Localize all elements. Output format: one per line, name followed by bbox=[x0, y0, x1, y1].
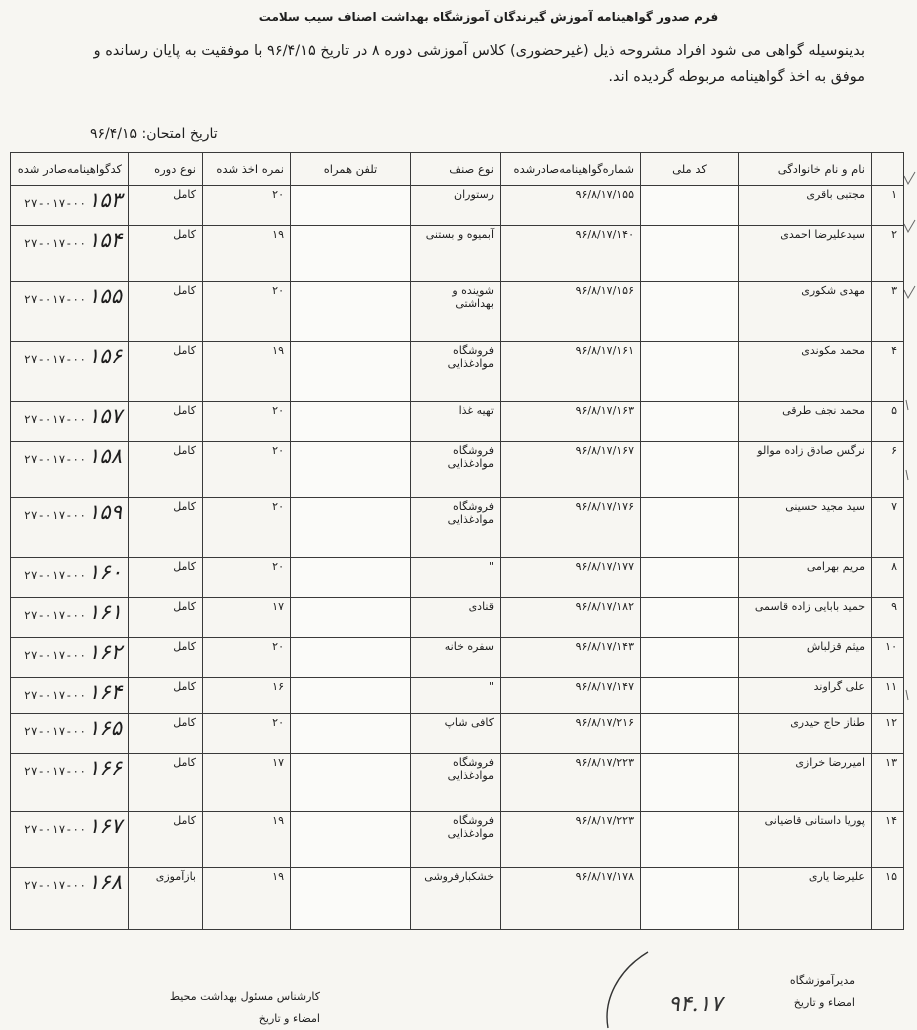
national-id-cell bbox=[641, 812, 739, 868]
national-id-cell bbox=[641, 226, 739, 282]
person-name: پوریا داستانی قاضیانی bbox=[739, 812, 872, 868]
cert-code-handwritten: ۱۵۴ bbox=[88, 228, 122, 252]
person-name: مریم بهرامی bbox=[739, 558, 872, 598]
mobile-cell bbox=[291, 714, 411, 754]
cert-code-handwritten: ۱۵۹ bbox=[88, 500, 122, 524]
mobile-cell bbox=[291, 598, 411, 638]
guild-type: " bbox=[411, 558, 501, 598]
cert-number: ۹۶/۸/۱۷/۱۶۷ bbox=[501, 442, 641, 498]
cert-number: ۹۶/۸/۱۷/۱۷۶ bbox=[501, 498, 641, 558]
guild-type: فروشگاه موادغذایی bbox=[411, 442, 501, 498]
guild-type: فروشگاه موادغذایی bbox=[411, 812, 501, 868]
national-id-cell bbox=[641, 442, 739, 498]
course-type: کامل bbox=[129, 282, 203, 342]
cert-code bbox=[11, 558, 129, 598]
person-name: میثم قزلباش bbox=[739, 638, 872, 678]
cert-code bbox=[11, 714, 129, 754]
table-row bbox=[11, 498, 904, 558]
cert-code-handwritten: ۱۵۳ bbox=[88, 188, 122, 212]
cert-code-handwritten: ۱۵۸ bbox=[88, 444, 122, 468]
guild-type: کافی شاپ bbox=[411, 714, 501, 754]
national-id-cell bbox=[641, 678, 739, 714]
score-value: ۲۰ bbox=[203, 442, 291, 498]
cert-number: ۹۶/۸/۱۷/۲۲۳ bbox=[501, 754, 641, 812]
table-row bbox=[11, 868, 904, 930]
guild-type: فروشگاه موادغذایی bbox=[411, 498, 501, 558]
score-value: ۲۰ bbox=[203, 558, 291, 598]
guild-type: سفره خانه bbox=[411, 638, 501, 678]
course-type: کامل bbox=[129, 342, 203, 402]
mobile-cell bbox=[291, 498, 411, 558]
table-row bbox=[11, 678, 904, 714]
cert-code-prefix: ۲۷-۰۱۷-۰۰ bbox=[23, 292, 87, 306]
cert-code-prefix: ۲۷-۰۱۷-۰۰ bbox=[23, 236, 87, 250]
row-number: ۳ bbox=[872, 282, 904, 342]
cert-number: ۹۶/۸/۱۷/۱۴۳ bbox=[501, 638, 641, 678]
row-number: ۱۲ bbox=[872, 714, 904, 754]
table-row bbox=[11, 638, 904, 678]
course-type: کامل bbox=[129, 598, 203, 638]
cert-number: ۹۶/۸/۱۷/۲۱۶ bbox=[501, 714, 641, 754]
health-officer-signature bbox=[140, 986, 320, 1030]
person-name: سیدعلیرضا احمدی bbox=[739, 226, 872, 282]
person-name: طناز حاج حیدری bbox=[739, 714, 872, 754]
row-number: ۵ bbox=[872, 402, 904, 442]
row-number: ۱۱ bbox=[872, 678, 904, 714]
mobile-cell bbox=[291, 638, 411, 678]
form-title: فرم صدور گواهینامه آموزش گیرندگان آموزشگاه بهداشت اصناف سیب سلامت bbox=[258, 10, 719, 24]
header-name: نام و نام خانوادگی bbox=[739, 153, 872, 186]
cert-code-prefix: ۲۷-۰۱۷-۰۰ bbox=[23, 508, 87, 522]
mobile-cell bbox=[291, 226, 411, 282]
course-type: کامل bbox=[129, 442, 203, 498]
cert-number: ۹۶/۸/۱۷/۱۷۷ bbox=[501, 558, 641, 598]
row-number: ۱۳ bbox=[872, 754, 904, 812]
guild-type: قنادی bbox=[411, 598, 501, 638]
score-value: ۱۷ bbox=[203, 598, 291, 638]
person-name: سید مجید حسینی bbox=[739, 498, 872, 558]
guild-type: آبمیوه و بستنی bbox=[411, 226, 501, 282]
guild-type: " bbox=[411, 678, 501, 714]
cert-code-prefix: ۲۷-۰۱۷-۰۰ bbox=[23, 352, 87, 366]
national-id-cell bbox=[641, 342, 739, 402]
row-number: ۶ bbox=[872, 442, 904, 498]
cert-code-handwritten: ۱۶۵ bbox=[88, 716, 122, 740]
header-national-id: کد ملی bbox=[641, 153, 739, 186]
table-row bbox=[11, 442, 904, 498]
row-number: ۱ bbox=[872, 186, 904, 226]
course-type: کامل bbox=[129, 558, 203, 598]
mobile-cell bbox=[291, 342, 411, 402]
cert-code bbox=[11, 638, 129, 678]
table-row bbox=[11, 598, 904, 638]
person-name: مهدی شکوری bbox=[739, 282, 872, 342]
person-name: حمید بابایی زاده قاسمی bbox=[739, 598, 872, 638]
row-number: ۴ bbox=[872, 342, 904, 402]
person-name: محمد مکوندی bbox=[739, 342, 872, 402]
row-number: ۹ bbox=[872, 598, 904, 638]
table-row bbox=[11, 402, 904, 442]
cert-code-handwritten: ۱۶۶ bbox=[88, 756, 122, 780]
national-id-cell bbox=[641, 598, 739, 638]
score-value: ۱۹ bbox=[203, 868, 291, 930]
cert-code-prefix: ۲۷-۰۱۷-۰۰ bbox=[23, 724, 87, 738]
cert-code-handwritten: ۱۵۶ bbox=[88, 344, 122, 368]
header-cert-no: شماره‌گواهینامه‌صادرشده bbox=[501, 153, 641, 186]
mobile-cell bbox=[291, 442, 411, 498]
handwritten-number: ۹۴.۱۷ bbox=[668, 992, 723, 1017]
table-row bbox=[11, 186, 904, 226]
cert-code-prefix: ۲۷-۰۱۷-۰۰ bbox=[23, 688, 87, 702]
national-id-cell bbox=[641, 186, 739, 226]
score-value: ۲۰ bbox=[203, 186, 291, 226]
mobile-cell bbox=[291, 812, 411, 868]
cert-code-prefix: ۲۷-۰۱۷-۰۰ bbox=[23, 196, 87, 210]
person-name: امیررضا خرازی bbox=[739, 754, 872, 812]
row-number: ۷ bbox=[872, 498, 904, 558]
score-value: ۲۰ bbox=[203, 282, 291, 342]
row-number: ۲ bbox=[872, 226, 904, 282]
row-number: ۸ bbox=[872, 558, 904, 598]
table-row bbox=[11, 812, 904, 868]
header-guild: نوع صنف bbox=[411, 153, 501, 186]
national-id-cell bbox=[641, 558, 739, 598]
exam-date: تاریخ امتحان: ۹۶/۴/۱۵ bbox=[90, 126, 218, 142]
roster-table bbox=[10, 152, 904, 930]
cert-code-handwritten: ۱۵۵ bbox=[88, 284, 122, 308]
national-id-cell bbox=[641, 498, 739, 558]
course-type: کامل bbox=[129, 402, 203, 442]
header-course-type: نوع دوره bbox=[129, 153, 203, 186]
cert-number: ۹۶/۸/۱۷/۱۶۳ bbox=[501, 402, 641, 442]
header-score: نمره اخذ شده bbox=[203, 153, 291, 186]
cert-number: ۹۶/۸/۱۷/۱۴۷ bbox=[501, 678, 641, 714]
cert-number: ۹۶/۸/۱۷/۱۵۶ bbox=[501, 282, 641, 342]
cert-code-handwritten: ۱۶۰ bbox=[88, 560, 122, 584]
cert-code-prefix: ۲۷-۰۱۷-۰۰ bbox=[23, 412, 87, 426]
course-type: کامل bbox=[129, 498, 203, 558]
row-number: ۱۰ bbox=[872, 638, 904, 678]
cert-code-handwritten: ۱۶۷ bbox=[88, 814, 122, 838]
course-type: کامل bbox=[129, 812, 203, 868]
mobile-cell bbox=[291, 186, 411, 226]
table-row bbox=[11, 714, 904, 754]
score-value: ۱۹ bbox=[203, 226, 291, 282]
cert-code-prefix: ۲۷-۰۱۷-۰۰ bbox=[23, 822, 87, 836]
cert-code bbox=[11, 812, 129, 868]
cert-number: ۹۶/۸/۱۷/۱۴۰ bbox=[501, 226, 641, 282]
score-value: ۱۹ bbox=[203, 812, 291, 868]
cert-code-prefix: ۲۷-۰۱۷-۰۰ bbox=[23, 764, 87, 778]
cert-code bbox=[11, 754, 129, 812]
course-type: کامل bbox=[129, 714, 203, 754]
school-manager-signature bbox=[790, 970, 855, 1014]
course-type: کامل bbox=[129, 638, 203, 678]
guild-type: شوینده و بهداشتی bbox=[411, 282, 501, 342]
mobile-cell bbox=[291, 868, 411, 930]
mobile-cell bbox=[291, 282, 411, 342]
cert-code bbox=[11, 402, 129, 442]
score-value: ۲۰ bbox=[203, 638, 291, 678]
cert-code bbox=[11, 186, 129, 226]
guild-type: فروشگاه موادغذایی bbox=[411, 342, 501, 402]
national-id-cell bbox=[641, 282, 739, 342]
national-id-cell bbox=[641, 714, 739, 754]
guild-type: خشکبارفروشی bbox=[411, 868, 501, 930]
score-value: ۱۹ bbox=[203, 342, 291, 402]
cert-code-prefix: ۲۷-۰۱۷-۰۰ bbox=[23, 648, 87, 662]
cert-code-handwritten: ۱۶۸ bbox=[88, 870, 122, 894]
national-id-cell bbox=[641, 402, 739, 442]
table-row bbox=[11, 282, 904, 342]
cert-code bbox=[11, 678, 129, 714]
intro-paragraph: بدینوسیله گواهی می شود افراد مشروحه ذیل (غیرحضوری) کلاس آموزشی دوره ۸ در تاریخ ۹۶/۴/۱۵ با موفقیت به پایان رسانده و موفق به اخذ گواهینامه مربوطه گردیده اند. bbox=[93, 43, 865, 85]
person-name: مجتبی باقری bbox=[739, 186, 872, 226]
person-name: علیرضا یاری bbox=[739, 868, 872, 930]
score-value: ۱۶ bbox=[203, 678, 291, 714]
course-type: بازآموزی bbox=[129, 868, 203, 930]
guild-type: تهیه غذا bbox=[411, 402, 501, 442]
cert-code bbox=[11, 598, 129, 638]
score-value: ۱۷ bbox=[203, 754, 291, 812]
header-row-no bbox=[872, 153, 904, 186]
national-id-cell bbox=[641, 638, 739, 678]
manager-title: مدیرآموزشگاه bbox=[789, 974, 855, 987]
row-number: ۱۴ bbox=[872, 812, 904, 868]
cert-number: ۹۶/۸/۱۷/۲۲۳ bbox=[501, 812, 641, 868]
score-value: ۲۰ bbox=[203, 714, 291, 754]
national-id-cell bbox=[641, 754, 739, 812]
cert-code-handwritten: ۱۵۷ bbox=[88, 404, 122, 428]
mobile-cell bbox=[291, 558, 411, 598]
header-mobile: تلفن همراه bbox=[291, 153, 411, 186]
course-type: کامل bbox=[129, 186, 203, 226]
cert-code-handwritten: ۱۶۲ bbox=[88, 640, 122, 664]
cert-code-prefix: ۲۷-۰۱۷-۰۰ bbox=[23, 568, 87, 582]
cert-code-handwritten: ۱۶۱ bbox=[88, 600, 122, 624]
cert-number: ۹۶/۸/۱۷/۱۸۲ bbox=[501, 598, 641, 638]
table-row bbox=[11, 342, 904, 402]
guild-type: فروشگاه موادغذایی bbox=[411, 754, 501, 812]
table-header-row bbox=[11, 153, 904, 186]
person-name: نرگس صادق زاده موالو bbox=[739, 442, 872, 498]
cert-code-prefix: ۲۷-۰۱۷-۰۰ bbox=[23, 452, 87, 466]
cert-code bbox=[11, 282, 129, 342]
cert-code bbox=[11, 442, 129, 498]
course-type: کامل bbox=[129, 226, 203, 282]
course-type: کامل bbox=[129, 754, 203, 812]
score-value: ۲۰ bbox=[203, 498, 291, 558]
mobile-cell bbox=[291, 402, 411, 442]
guild-type: رستوران bbox=[411, 186, 501, 226]
officer-title: کارشناس مسئول بهداشت محیط bbox=[169, 990, 320, 1003]
header-cert-code: کدگواهینامه‌صادر شده bbox=[11, 153, 129, 186]
mobile-cell bbox=[291, 754, 411, 812]
person-name: محمد نجف طرقی bbox=[739, 402, 872, 442]
row-number: ۱۵ bbox=[872, 868, 904, 930]
cert-code bbox=[11, 498, 129, 558]
cert-code bbox=[11, 342, 129, 402]
table-row bbox=[11, 226, 904, 282]
cert-number: ۹۶/۸/۱۷/۱۷۸ bbox=[501, 868, 641, 930]
cert-code-handwritten: ۱۶۴ bbox=[88, 680, 122, 704]
officer-sign-date: امضاء و تاریخ bbox=[258, 1012, 320, 1025]
table-row bbox=[11, 754, 904, 812]
table-row bbox=[11, 558, 904, 598]
course-type: کامل bbox=[129, 678, 203, 714]
mobile-cell bbox=[291, 678, 411, 714]
signature-stroke bbox=[598, 950, 658, 1030]
cert-code bbox=[11, 868, 129, 930]
manager-sign-date: امضاء و تاریخ bbox=[793, 996, 855, 1009]
cert-code-prefix: ۲۷-۰۱۷-۰۰ bbox=[23, 878, 87, 892]
score-value: ۲۰ bbox=[203, 402, 291, 442]
cert-code-prefix: ۲۷-۰۱۷-۰۰ bbox=[23, 608, 87, 622]
national-id-cell bbox=[641, 868, 739, 930]
cert-number: ۹۶/۸/۱۷/۱۵۵ bbox=[501, 186, 641, 226]
cert-code bbox=[11, 226, 129, 282]
cert-number: ۹۶/۸/۱۷/۱۶۱ bbox=[501, 342, 641, 402]
person-name: علی گراوند bbox=[739, 678, 872, 714]
